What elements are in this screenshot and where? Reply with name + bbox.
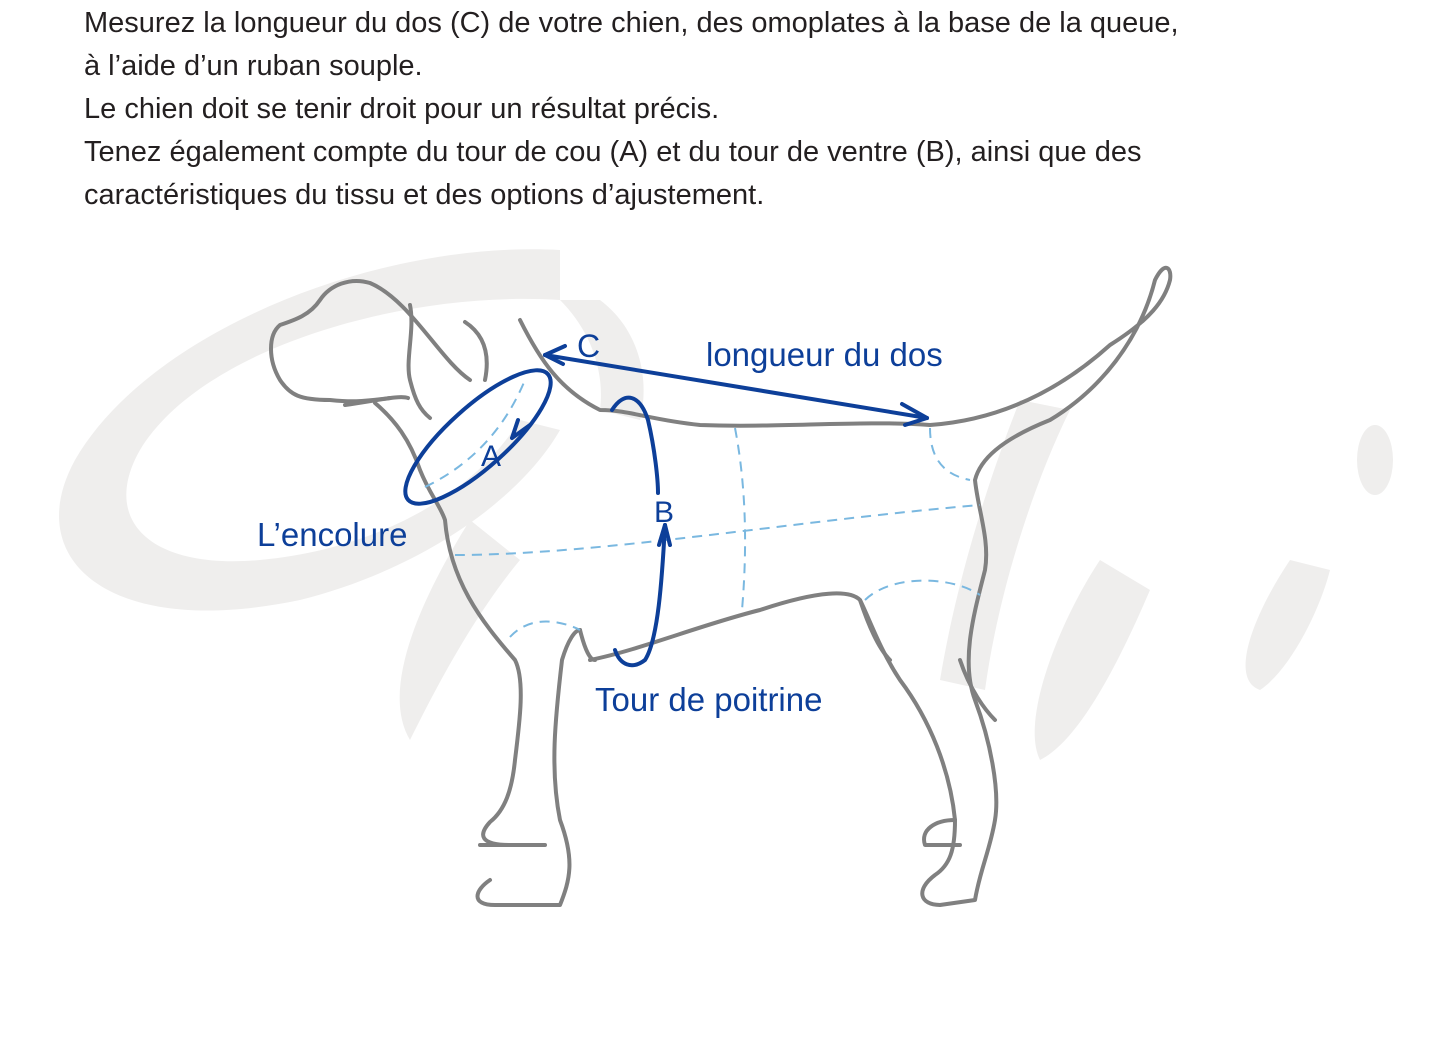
back-length-label: longueur du dos — [706, 336, 943, 373]
neck-label: L’encolure — [257, 516, 408, 553]
letter-a-label: A — [481, 440, 502, 473]
letter-b-label: B — [654, 496, 675, 529]
instruction-line-5: caractéristiques du tissu et des options d’ajustement. — [84, 179, 765, 211]
instruction-line-4: Tenez également compte du tour de cou (A) et du tour de ventre (B), ainsi que des — [84, 136, 1142, 168]
dashed-guides — [425, 380, 980, 637]
chest-label: Tour de poitrine — [595, 681, 823, 718]
instruction-line-1: Mesurez la longueur du dos (C) de votre chien, des omoplates à la base de la queue, — [84, 7, 1179, 39]
letter-c-label: C — [577, 328, 601, 364]
instruction-line-2: à l’aide d’un ruban souple. — [84, 50, 423, 82]
instruction-line-3: Le chien doit se tenir droit pour un résultat précis. — [84, 93, 720, 125]
